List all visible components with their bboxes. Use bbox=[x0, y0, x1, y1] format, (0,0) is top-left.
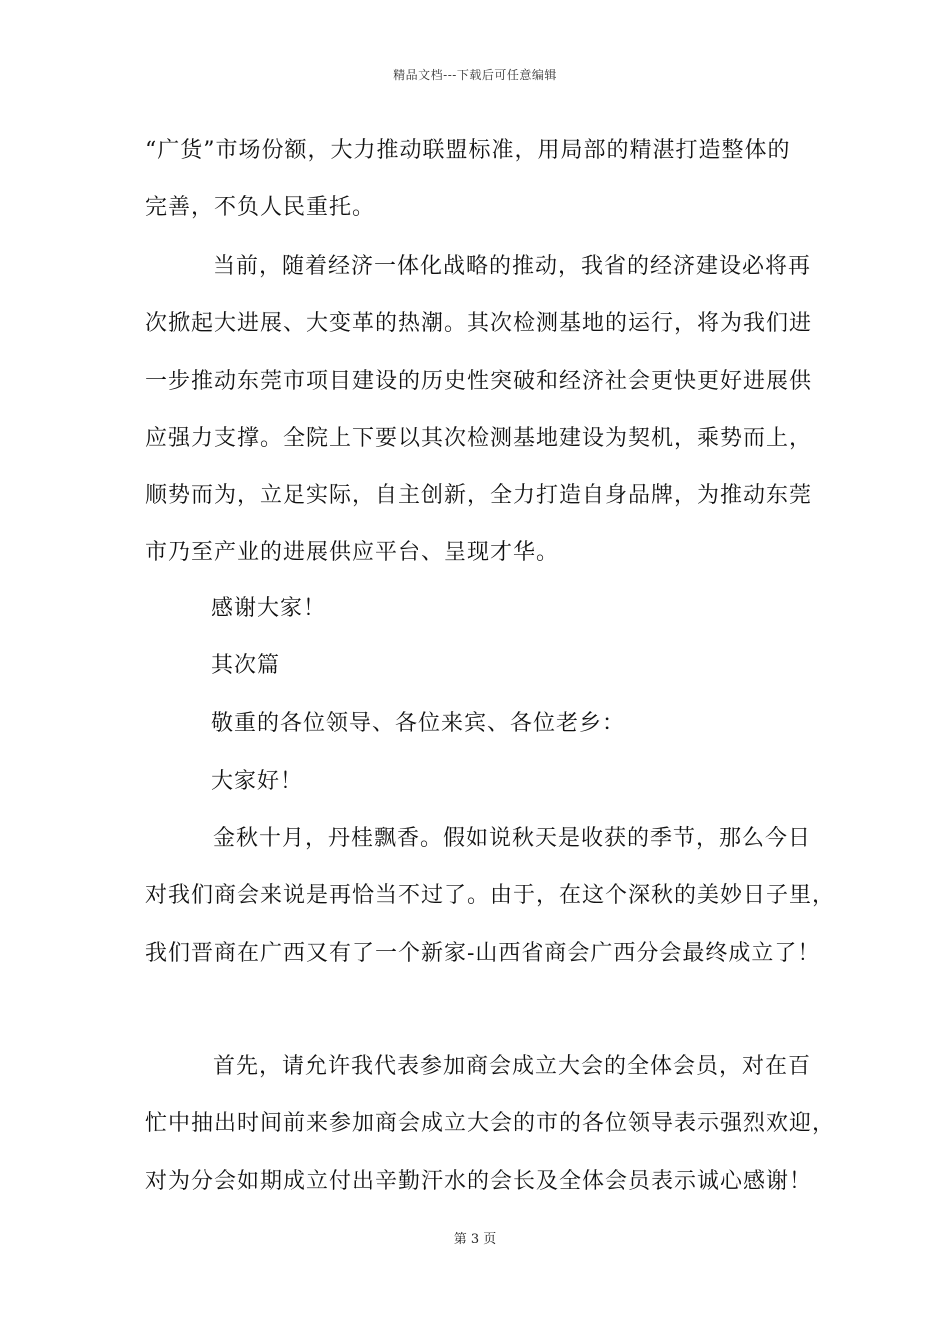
page-header: 精品文档---下载后可任意编辑 bbox=[393, 68, 557, 82]
greeting-line: 大家好！ bbox=[211, 769, 304, 794]
text-line: “广货”市场份额，大力推动联盟标准，用局部的精湛打造整体的 bbox=[145, 138, 791, 163]
text-line: 忙中抽出时间前来参加商会成立大会的市的各位领导表示强烈欢迎， bbox=[145, 1111, 836, 1136]
paragraph-start-line: 当前，随着经济一体化战略的推动，我省的经济建设必将再 bbox=[213, 254, 812, 279]
salutation-line: 敬重的各位领导、各位来宾、各位老乡： bbox=[211, 711, 626, 736]
text-line: 对为分会如期成立付出辛勤汗水的会长及全体会员表示诚心感谢！ bbox=[145, 1169, 813, 1194]
text-line: 完善，不负人民重托。 bbox=[145, 195, 376, 220]
paragraph-start-line: 金秋十月，丹桂飘香。假如说秋天是收获的季节，那么今日 bbox=[213, 826, 812, 851]
page-number: 第 3 页 bbox=[453, 1232, 497, 1247]
closing-line: 感谢大家！ bbox=[211, 596, 327, 621]
text-line: 我们晋商在广西又有了一个新家-山西省商会广西分会最终成立了！ bbox=[145, 941, 821, 966]
text-line: 市乃至产业的进展供应平台、呈现才华。 bbox=[145, 540, 560, 565]
text-line: 顺势而为，立足实际，自主创新，全力打造自身品牌，为推动东莞 bbox=[145, 483, 813, 508]
text-line: 次掀起大进展、大变革的热潮。其次检测基地的运行，将为我们进 bbox=[145, 311, 813, 336]
text-line: 对我们商会来说是再恰当不过了。由于，在这个深秋的美妙日子里， bbox=[145, 883, 836, 908]
text-line: 一步推动东莞市项目建设的历史性突破和经济社会更快更好进展供 bbox=[145, 369, 813, 394]
paragraph-start-line: 首先，请允许我代表参加商会成立大会的全体会员，对在百 bbox=[213, 1054, 812, 1079]
section-title: 其次篇 bbox=[211, 653, 281, 678]
text-line: 应强力支撑。全院上下要以其次检测基地建设为契机，乘势而上， bbox=[145, 426, 813, 451]
